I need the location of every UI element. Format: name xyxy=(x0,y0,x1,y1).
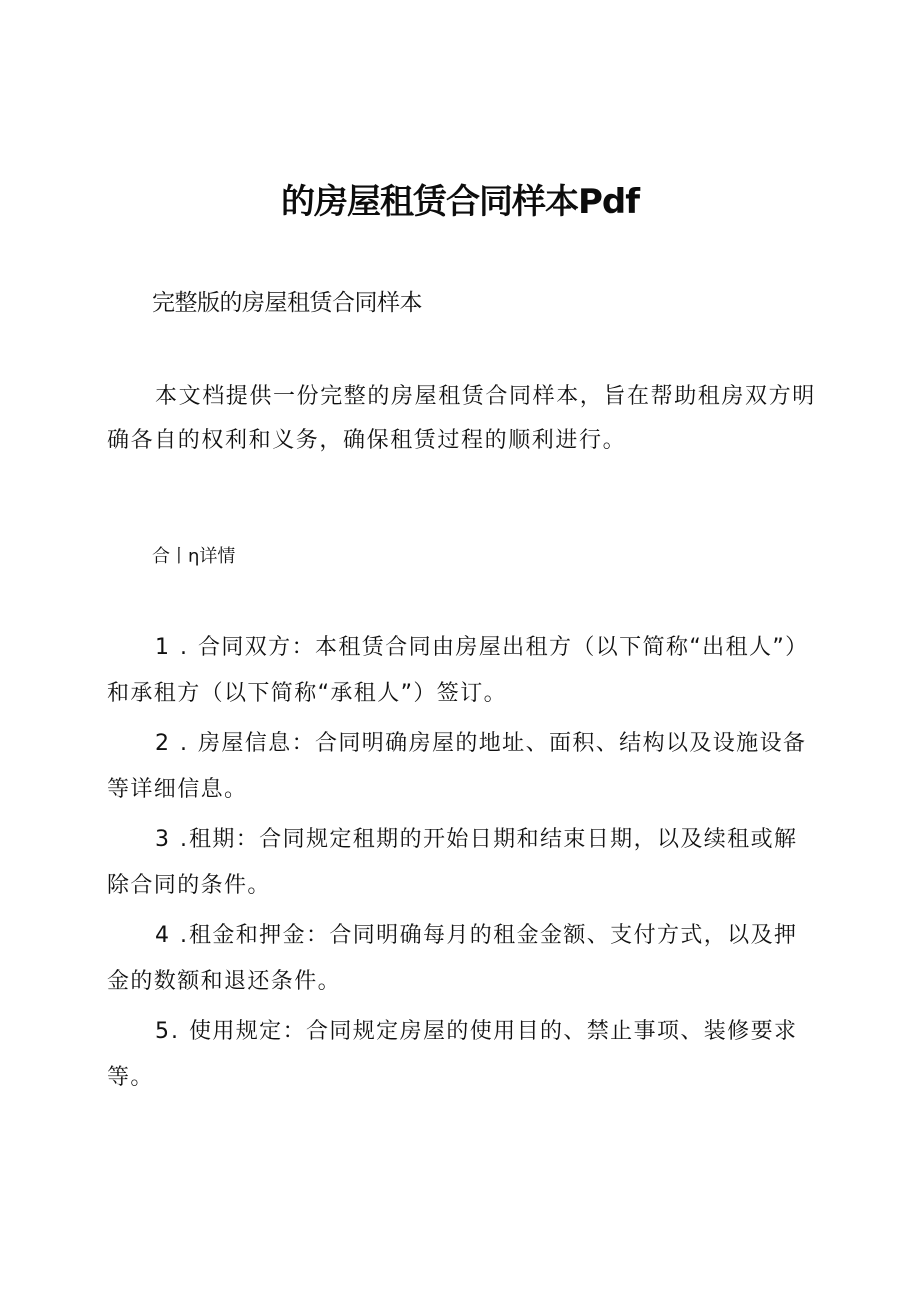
clause-number: 5. xyxy=(155,1019,189,1044)
clause-number: 2 . xyxy=(155,731,198,756)
clause-text: 租期：合同规定租期的开始日期和结束日期，以及续租或解除合同的条件。 xyxy=(107,827,798,898)
clause-list xyxy=(107,625,817,1105)
clause-item xyxy=(107,817,817,909)
section-heading: 合丨η详情 xyxy=(152,546,236,567)
intro-paragraph: 本文档提供一份完整的房屋租赁合同样本，旨在帮助租房双方明确各自的权利和义务，确保租赁过程的顺利进行。 xyxy=(107,384,816,453)
clause-number: 4 . xyxy=(155,923,189,948)
clause-number: 3 . xyxy=(155,827,189,852)
clause-number: 1 . xyxy=(155,635,198,660)
document-title: 的房屋租赁合同样本Pdf xyxy=(280,182,640,222)
clause-text: 合同双方：本租赁合同由房屋出租方（以下简称“出租人”）和承租方（以下简称“承租人”）签订。 xyxy=(107,635,809,706)
clause-text: 租金和押金：合同明确每月的租金金额、支付方式，以及押金的数额和退还条件。 xyxy=(107,923,798,994)
clause-item xyxy=(107,625,817,717)
document-subtitle: 完整版的房屋租赁合同样本 xyxy=(152,290,422,316)
clause-item xyxy=(107,721,817,813)
clause-text: 房屋信息：合同明确房屋的地址、面积、结构以及设施设备等详细信息。 xyxy=(107,731,807,802)
clause-text: 使用规定：合同规定房屋的使用目的、禁止事项、装修要求等。 xyxy=(107,1019,798,1090)
clause-item xyxy=(107,1009,817,1101)
clause-item xyxy=(107,913,817,1005)
